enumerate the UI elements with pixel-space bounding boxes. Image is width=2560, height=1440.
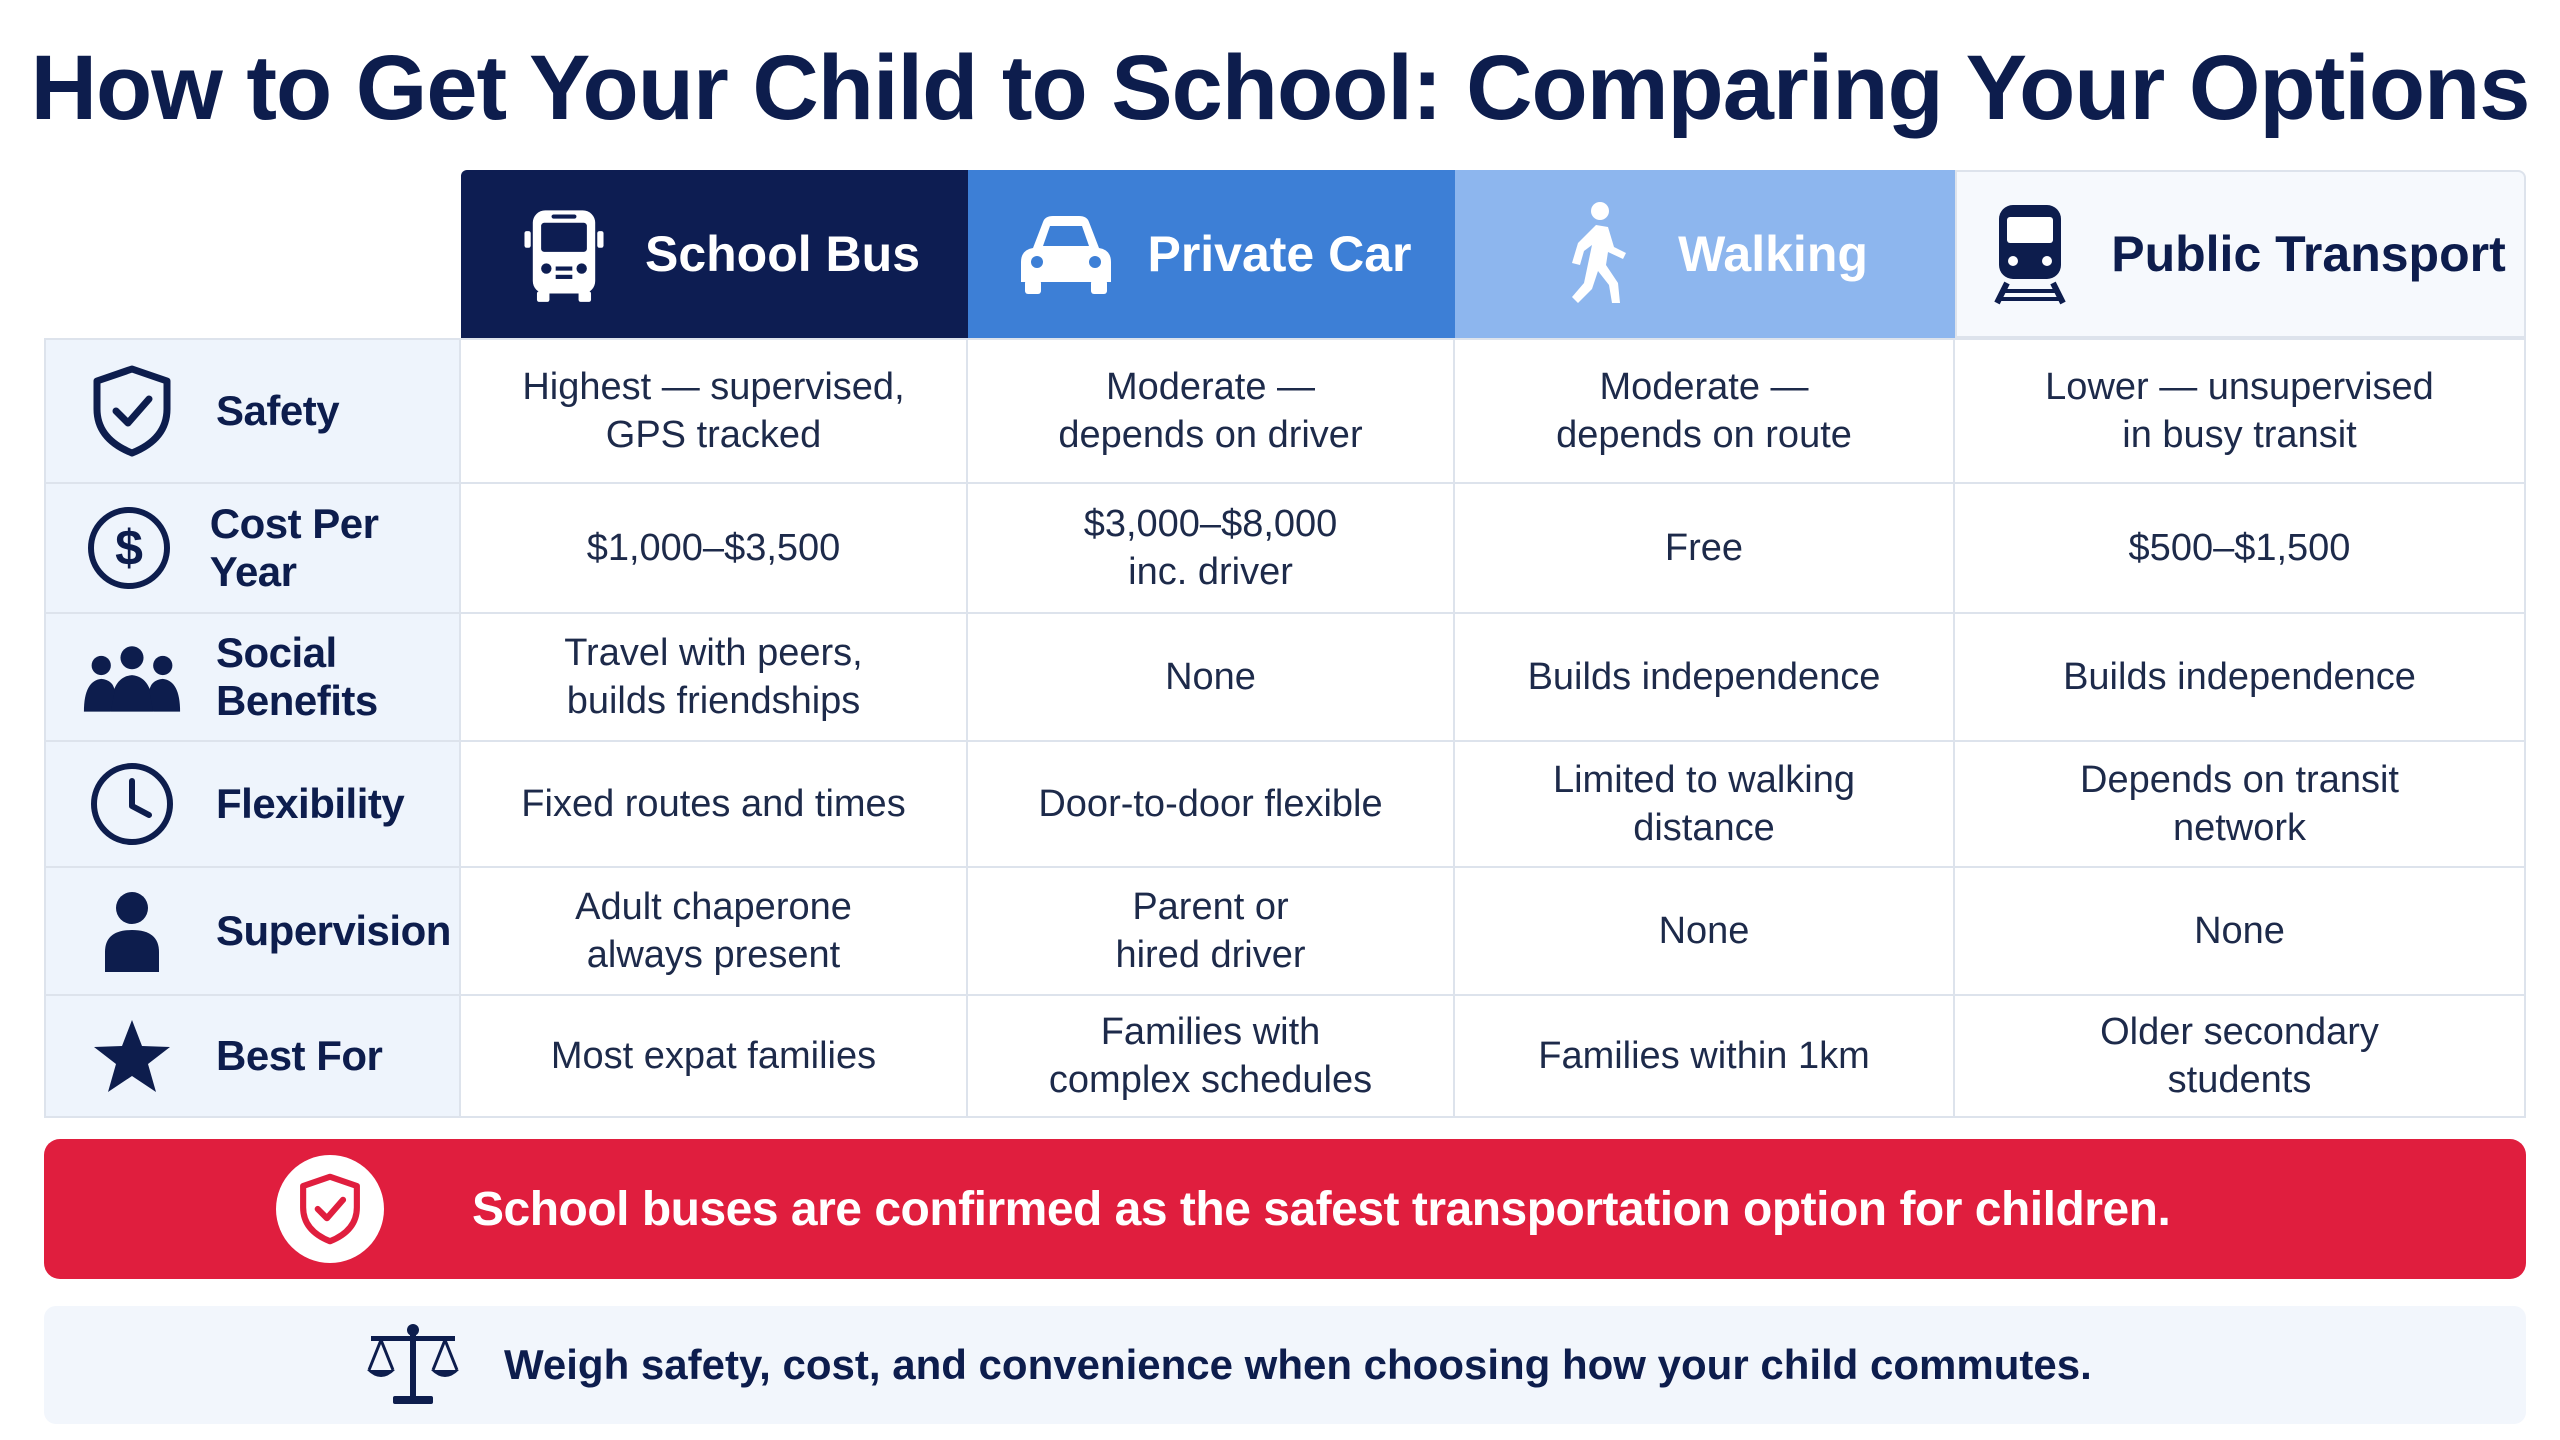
table-row-best-for <box>46 996 2524 1116</box>
row-label: Supervision <box>216 907 451 954</box>
row-header <box>46 996 461 1116</box>
table-cell: Highest — supervised, GPS tracked <box>461 340 968 482</box>
table-cell: None <box>2194 910 2285 952</box>
table-cell: Limited to walking distance <box>1455 742 1955 866</box>
table-cell: Builds independence <box>1455 614 1955 740</box>
clock-icon <box>82 754 182 854</box>
column-header-public-transport <box>1955 170 2526 338</box>
row-header <box>46 868 461 994</box>
column-header-walking <box>1455 170 1955 338</box>
column-header-label: Private Car <box>1147 226 1412 282</box>
svg-text:$: $ <box>114 520 143 576</box>
table-row-supervision <box>46 868 2524 996</box>
scales-icon <box>358 1315 468 1415</box>
row-header <box>46 484 461 612</box>
table-body <box>44 338 2526 1118</box>
person-icon <box>82 881 182 981</box>
shield-check-icon <box>82 361 182 461</box>
column-header-school-bus <box>461 170 968 338</box>
train-icon <box>1975 199 2085 309</box>
table-row-flexibility <box>46 742 2524 868</box>
table-row-social-benefits <box>46 614 2524 742</box>
dollar-icon <box>82 498 176 598</box>
table-cell: Door-to-door flexible <box>968 742 1455 866</box>
table-cell: Builds independence <box>2063 656 2416 698</box>
column-header-label: Public Transport <box>2111 226 2506 282</box>
row-header <box>46 742 461 866</box>
row-label: Flexibility <box>216 780 405 827</box>
table-cell: Parent or hired driver <box>968 868 1455 994</box>
column-header-label: Walking <box>1678 226 1868 282</box>
comparison-table <box>44 170 2526 1118</box>
row-header <box>46 614 461 740</box>
shield-check-icon <box>276 1155 384 1263</box>
star-icon <box>82 1006 182 1106</box>
table-cell: Free <box>1455 484 1955 612</box>
table-cell: $500–$1,500 <box>2128 527 2351 569</box>
table-cell: Families with complex schedules <box>968 996 1455 1116</box>
table-cell: Most expat families <box>461 996 968 1116</box>
row-label: Best For <box>216 1032 383 1079</box>
column-header-label: School Bus <box>644 226 921 282</box>
footer-text: Weigh safety, cost, and convenience when choosing how your child commutes. <box>504 1341 2092 1388</box>
walking-person-icon <box>1542 199 1652 309</box>
row-label: Social Benefits <box>216 629 378 724</box>
column-header-private-car <box>968 170 1455 338</box>
table-cell: Travel with peers, builds friendships <box>461 614 968 740</box>
bus-icon <box>509 199 619 309</box>
group-icon <box>82 627 182 727</box>
table-cell: Families within 1km <box>1455 996 1955 1116</box>
table-cell: None <box>1455 868 1955 994</box>
row-label: Safety <box>216 387 340 434</box>
table-cell: Moderate — depends on driver <box>968 340 1455 482</box>
row-label: Cost Per Year <box>209 500 379 595</box>
table-row-safety <box>46 340 2524 484</box>
safety-banner <box>44 1139 2526 1279</box>
table-cell: Adult chaperone always present <box>461 868 968 994</box>
car-icon <box>1011 199 1121 309</box>
row-header <box>46 340 461 482</box>
page-title: How to Get Your Child to School: Comparing Your Options <box>30 37 2530 139</box>
table-cell: Lower — unsupervised in busy transit <box>2045 366 2434 456</box>
table-cell: Moderate — depends on route <box>1455 340 1955 482</box>
footer-note <box>44 1306 2526 1424</box>
table-row-cost <box>46 484 2524 614</box>
table-cell: $3,000–$8,000 inc. driver <box>968 484 1455 612</box>
table-cell: None <box>968 614 1455 740</box>
table-cell: $1,000–$3,500 <box>461 484 968 612</box>
table-cell: Fixed routes and times <box>461 742 968 866</box>
table-cell: Older secondary students <box>2100 1011 2379 1101</box>
banner-text: School buses are confirmed as the safest transportation option for children. <box>472 1182 2171 1236</box>
table-cell: Depends on transit network <box>2080 759 2399 849</box>
